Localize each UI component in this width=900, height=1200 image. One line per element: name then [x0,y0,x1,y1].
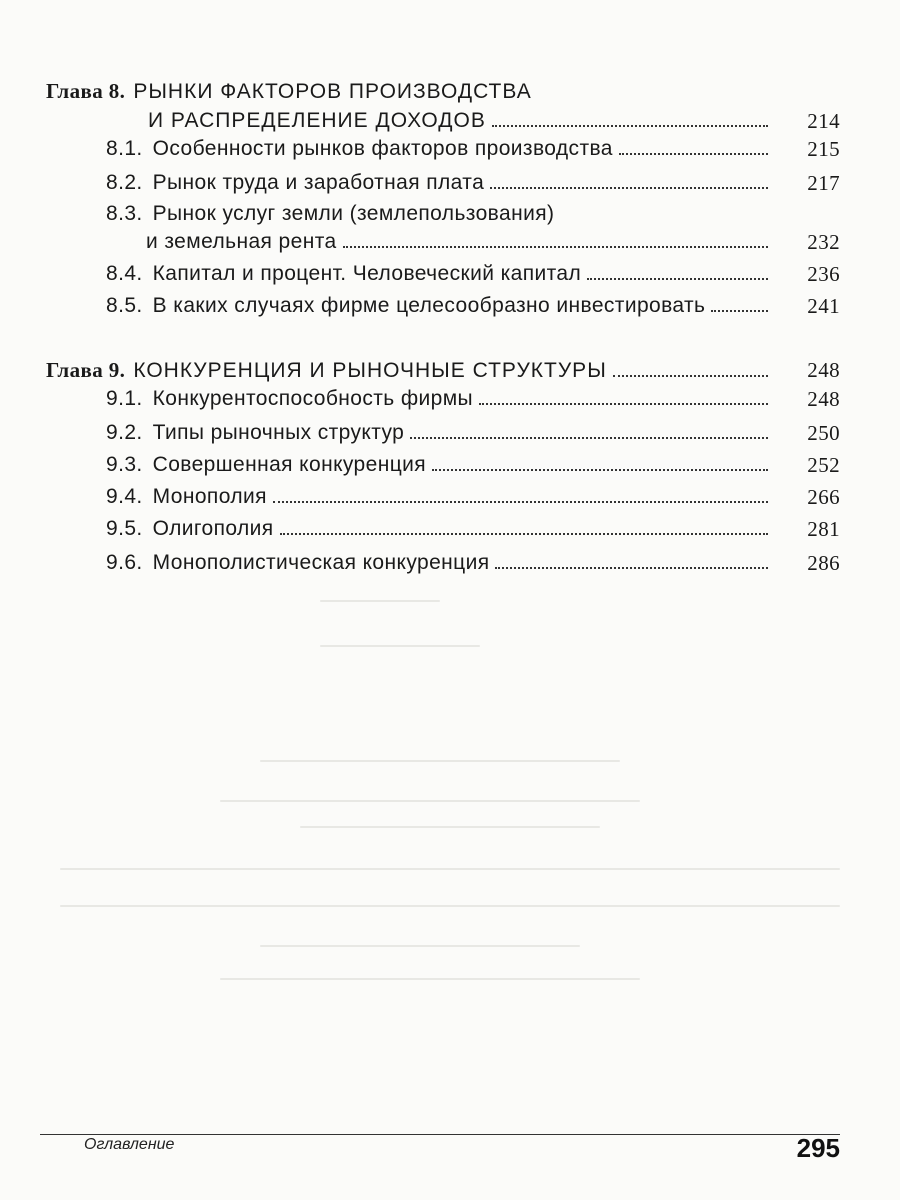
section-title: Совершенная конкуренция [152,453,427,476]
footer-page-number: 295 [796,1133,840,1163]
section-number: 9.2. [106,421,143,444]
section-number: 9.1. [106,387,143,410]
toc-entry-continued[interactable] [146,229,840,255]
section-title: Типы рыночных структур [152,421,405,444]
dot-leader [479,403,768,405]
page-number: 286 [807,551,840,575]
dot-leader [619,153,768,155]
section-title: Конкурентоспособность фирмы [152,387,474,410]
toc-entry[interactable] [106,293,840,319]
page-number: 236 [807,262,840,286]
bleed-through-mark [260,945,580,947]
dot-leader [613,375,768,377]
section-number: 9.5. [106,517,143,540]
dot-leader [490,187,768,189]
page-number: 248 [807,358,840,382]
footer-section-label: Оглавление [84,1136,175,1153]
section-number: 9.3. [106,453,143,476]
dot-leader [410,437,768,439]
page-number: 250 [807,421,840,445]
chapter-title-continued: И РАСПРЕДЕЛЕНИЕ ДОХОДОВ [148,109,486,132]
section-title: В каких случаях фирме целесообразно инвестировать [152,294,706,317]
toc-entry[interactable] [106,420,840,446]
section-number: 8.5. [106,294,143,317]
chapter-heading [46,78,532,105]
section-title: Рынок услуг земли (землепользования) [152,202,555,225]
toc-entry[interactable] [106,516,840,542]
bleed-through-mark [60,868,840,870]
page-number: 217 [807,171,840,195]
chapter-title: КОНКУРЕНЦИЯ И РЫНОЧНЫЕ СТРУКТУРЫ [133,359,607,382]
dot-leader [495,567,768,569]
toc-entry[interactable] [106,386,840,412]
bleed-through-mark [260,760,620,762]
page-number: 281 [807,517,840,541]
toc-entry[interactable] [106,201,554,227]
dot-leader [432,469,768,471]
page-number: 232 [807,230,840,254]
page-number: 215 [807,137,840,161]
page-number: 252 [807,453,840,477]
page-number: 266 [807,485,840,509]
section-title: Олигополия [152,517,274,540]
chapter-heading[interactable] [46,357,840,384]
bleed-through-mark [220,978,640,980]
section-number: 9.4. [106,485,143,508]
dot-leader [280,533,768,535]
bleed-through-mark [300,826,600,828]
section-number: 8.3. [106,202,143,225]
page-number: 214 [807,109,840,133]
dot-leader [273,501,768,503]
toc-entry[interactable] [106,261,840,287]
section-title: Рынок труда и заработная плата [152,171,485,194]
footer-rule [40,1134,840,1135]
section-number: 8.1. [106,137,143,160]
chapter-label: Глава 9. [46,358,126,382]
chapter-heading-continued[interactable] [148,108,840,134]
dot-leader [587,278,768,280]
page-number: 248 [807,387,840,411]
page-number: 241 [807,294,840,318]
section-number: 8.4. [106,262,143,285]
chapter-label: Глава 8. [46,79,126,103]
bleed-through-mark [320,645,480,647]
toc-entry[interactable] [106,484,840,510]
section-title: Капитал и процент. Человеческий капитал [152,262,582,285]
section-title: Особенности рынков факторов производства [152,137,613,160]
bleed-through-mark [320,600,440,602]
bleed-through-mark [60,905,840,907]
section-title-continued: и земельная рента [146,230,337,253]
dot-leader [492,125,768,127]
toc-entry[interactable] [106,550,840,576]
dot-leader [711,310,768,312]
section-number: 9.6. [106,551,143,574]
bleed-through-mark [220,800,640,802]
section-title: Монополистическая конкуренция [152,551,490,574]
toc-entry[interactable] [106,452,840,478]
chapter-title: РЫНКИ ФАКТОРОВ ПРОИЗВОДСТВА [133,80,532,103]
section-number: 8.2. [106,171,143,194]
toc-entry[interactable] [106,136,840,162]
dot-leader [343,246,768,248]
toc-entry[interactable] [106,170,840,196]
section-title: Монополия [152,485,267,508]
